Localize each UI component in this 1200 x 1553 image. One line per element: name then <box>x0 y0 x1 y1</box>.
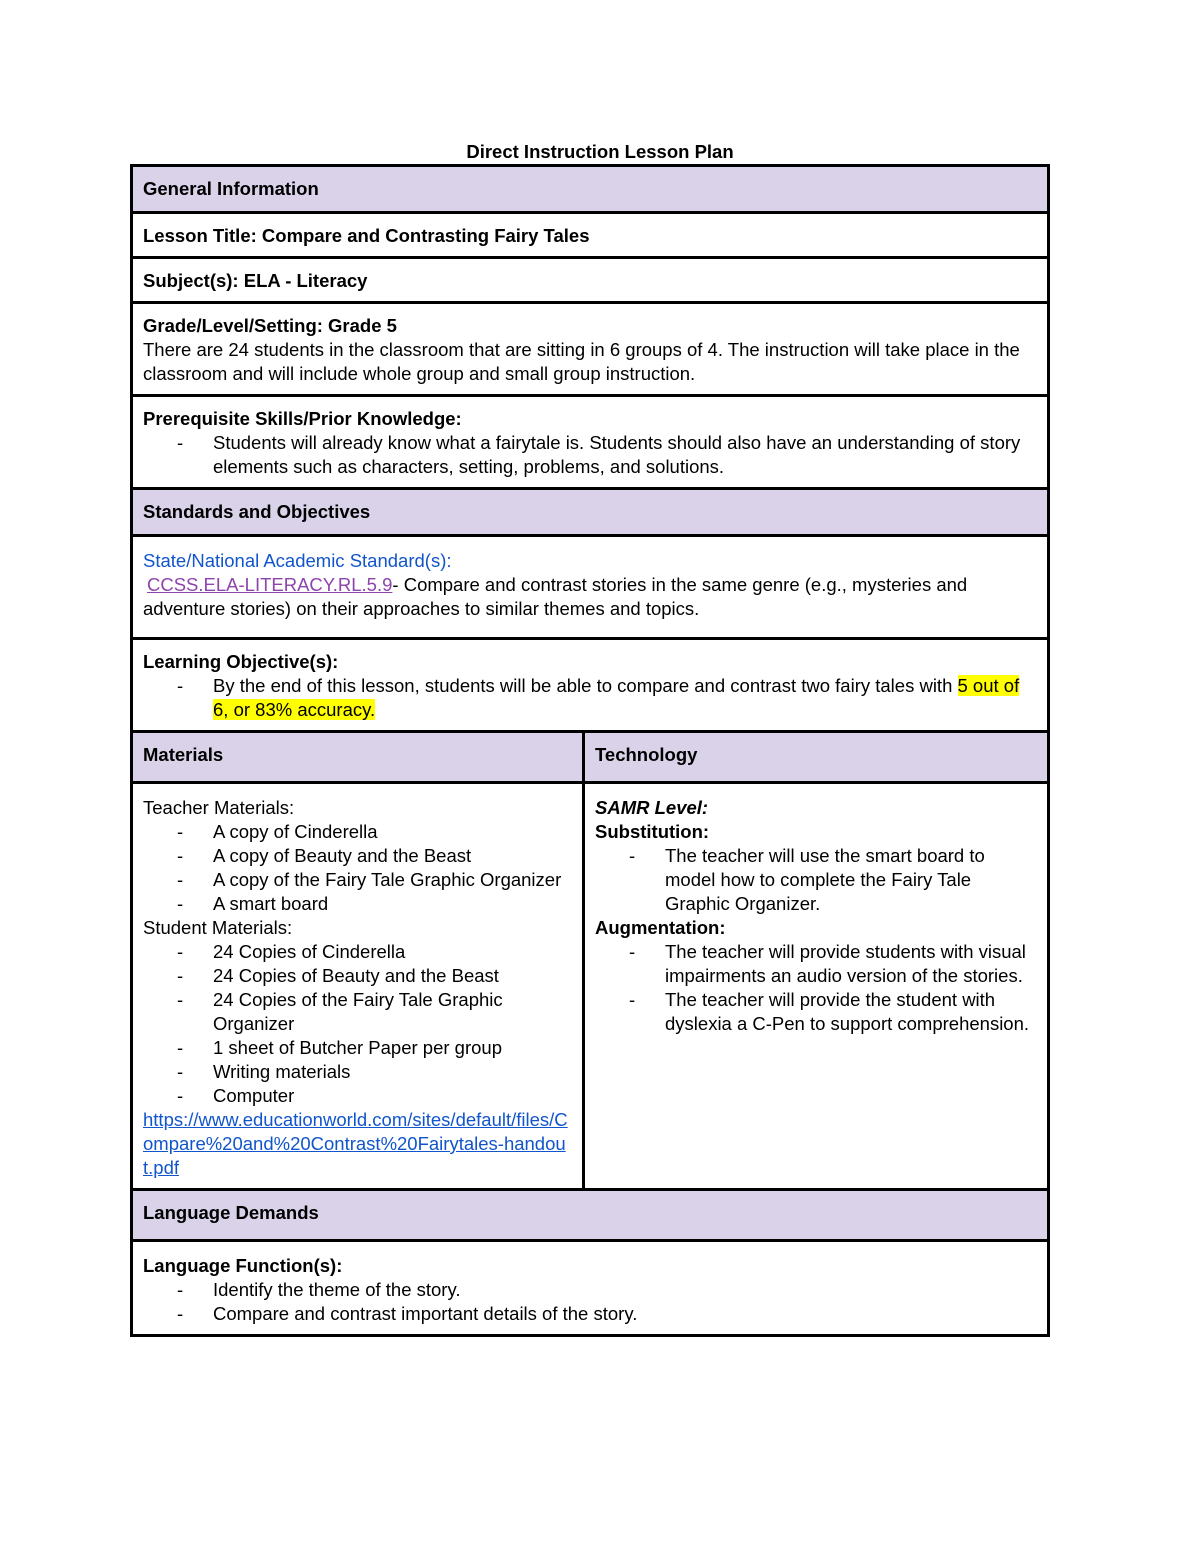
teacher-materials-label: Teacher Materials: <box>143 797 295 818</box>
list-item: - A copy of Cinderella <box>213 820 572 844</box>
technology-header: Technology <box>584 732 1049 783</box>
teacher-materials-list <box>143 820 572 916</box>
list-item: - Writing materials <box>213 1060 572 1084</box>
technology-cell <box>584 783 1049 1190</box>
materials-cell <box>132 783 584 1190</box>
standards-row <box>132 536 1049 639</box>
prereq-list <box>143 431 1037 479</box>
grade-label: Grade/Level/Setting: <box>143 315 323 336</box>
lesson-title-value: Compare and Contrasting Fairy Tales <box>261 225 590 246</box>
lesson-plan-table <box>130 164 1050 1337</box>
handout-link[interactable]: https://www.educationworld.com/sites/default/files/Compare%20and%20Contrast%20Fairytales-handout.pdf <box>143 1109 568 1178</box>
subjects-row <box>132 258 1049 303</box>
list-item: - 24 Copies of Beauty and the Beast <box>213 964 572 988</box>
student-materials-label: Student Materials: <box>143 917 293 938</box>
lesson-title-row <box>132 213 1049 258</box>
subjects-value: ELA - Literacy <box>243 270 368 291</box>
list-item: - Students will already know what a fairytale is. Students should also have an understanding of story elements such as characters, setting, problems, and solutions. <box>213 431 1037 479</box>
list-item: - 1 sheet of Butcher Paper per group <box>213 1036 572 1060</box>
list-item: - 24 Copies of the Fairy Tale Graphic Organizer <box>213 988 572 1036</box>
samr-level-label: SAMR Level: <box>595 797 709 818</box>
list-item: - A copy of the Fairy Tale Graphic Organizer <box>213 868 572 892</box>
document-title: Direct Instruction Lesson Plan <box>466 141 734 162</box>
list-item: - The teacher will provide students with visual impairments an audio version of the stories. <box>665 940 1037 988</box>
materials-header: Materials <box>132 732 584 783</box>
language-functions-label: Language Function(s): <box>143 1255 343 1276</box>
objective-text: By the end of this lesson, students will be able to compare and contrast two fairy tales with <box>213 675 958 696</box>
list-item: - Compare and contrast important details of the story. <box>213 1302 1037 1326</box>
objective-row <box>132 639 1049 732</box>
general-information-header: General Information <box>132 166 1049 213</box>
general-information-header-row <box>132 166 1049 213</box>
prereq-label: Prerequisite Skills/Prior Knowledge: <box>143 408 462 429</box>
augmentation-label: Augmentation: <box>595 917 726 938</box>
prereq-row <box>132 396 1049 489</box>
objective-list <box>143 674 1037 722</box>
standards-cell <box>132 536 1049 639</box>
student-materials-list <box>143 940 572 1108</box>
language-header: Language Demands <box>132 1190 1049 1241</box>
substitution-list <box>595 844 1037 916</box>
list-item: - The teacher will use the smart board to model how to complete the Fairy Tale Graphic Organizer. <box>665 844 1037 916</box>
standards-header: Standards and Objectives <box>132 489 1049 536</box>
standard-code-link[interactable]: CCSS.ELA-LITERACY.RL.5.9 <box>147 574 393 595</box>
list-item: - Identify the theme of the story. <box>213 1278 1037 1302</box>
language-cell <box>132 1241 1049 1336</box>
standards-header-row <box>132 489 1049 536</box>
subjects-label: Subject(s): <box>143 270 239 291</box>
list-item: - Computer <box>213 1084 572 1108</box>
subjects-cell <box>132 258 1049 303</box>
list-item <box>213 674 1037 722</box>
list-item: - A smart board <box>213 892 572 916</box>
objective-highlight: 5 out of 6, or 83% accuracy. <box>213 675 1020 720</box>
substitution-label: Substitution: <box>595 821 710 842</box>
grade-value: Grade 5 <box>328 315 397 336</box>
lesson-title-label: Lesson Title: <box>143 225 257 246</box>
lesson-title-cell <box>132 213 1049 258</box>
language-header-row <box>132 1190 1049 1241</box>
list-item: - 24 Copies of Cinderella <box>213 940 572 964</box>
materials-technology-row <box>132 783 1049 1190</box>
augmentation-list <box>595 940 1037 1036</box>
grade-cell <box>132 303 1049 396</box>
list-item: - The teacher will provide the student with dyslexia a C-Pen to support comprehension. <box>665 988 1037 1036</box>
prereq-cell <box>132 396 1049 489</box>
language-row <box>132 1241 1049 1336</box>
list-item: - A copy of Beauty and the Beast <box>213 844 572 868</box>
standard-text: - Compare and contrast stories in the same genre (e.g., mysteries and adventure stories) on their approaches to similar themes and topics. <box>143 574 968 619</box>
grade-row <box>132 303 1049 396</box>
language-functions-list <box>143 1278 1037 1326</box>
materials-technology-header-row <box>132 732 1049 783</box>
state-standard-label: State/National Academic Standard(s): <box>143 550 452 571</box>
setting-text: There are 24 students in the classroom that are sitting in 6 groups of 4. The instruction will take place in the classroom and will include whole group and small group instruction. <box>143 339 1020 384</box>
objective-label: Learning Objective(s): <box>143 651 339 672</box>
objective-cell <box>132 639 1049 732</box>
